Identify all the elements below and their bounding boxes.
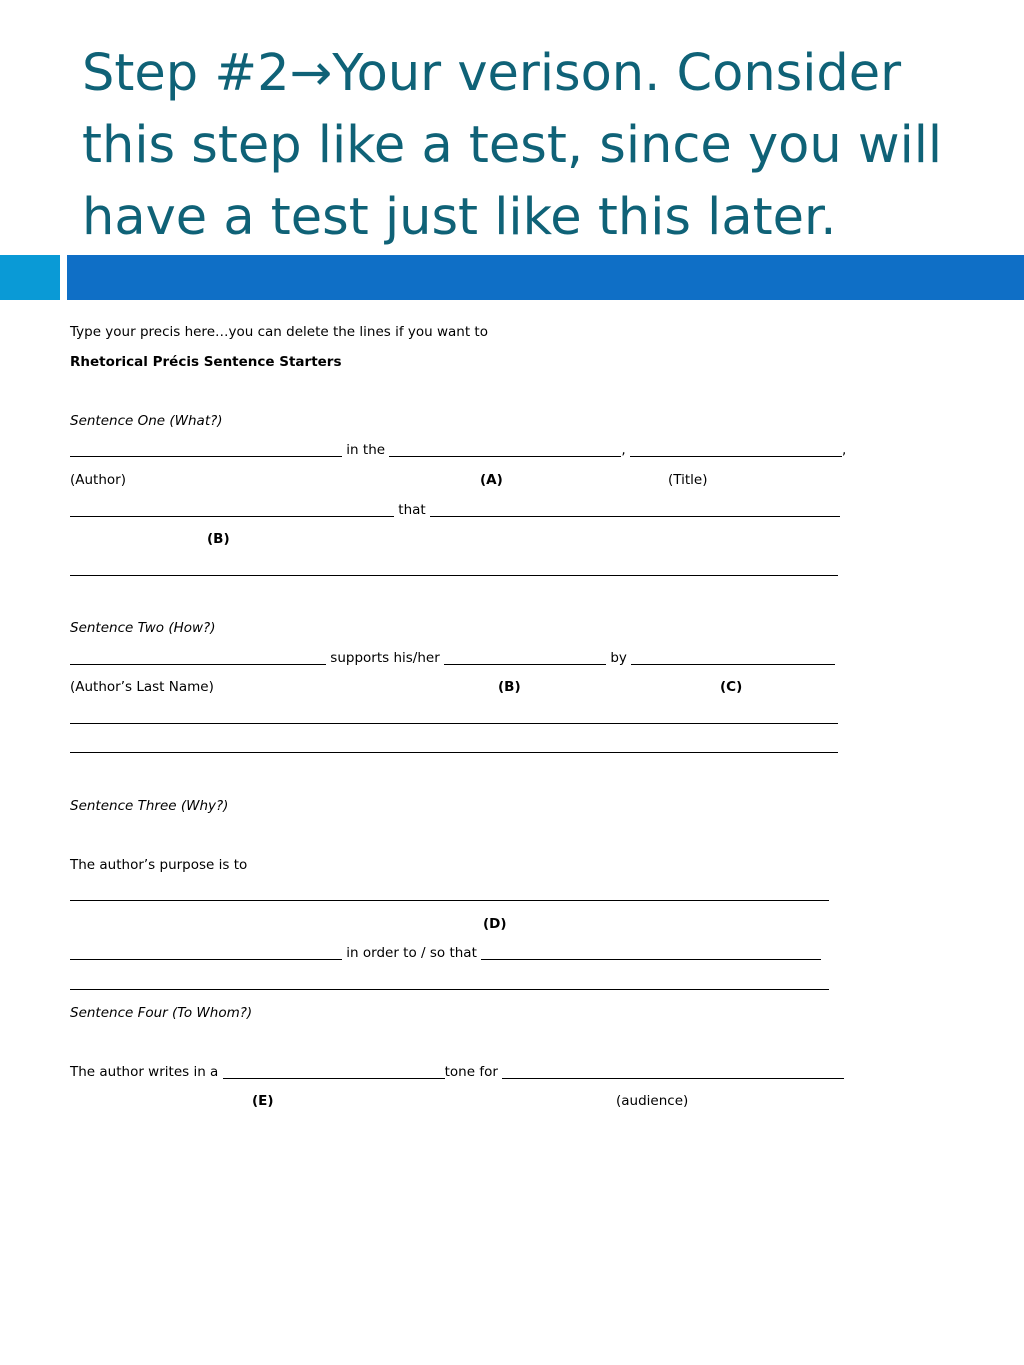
tone-blank[interactable]	[223, 1064, 445, 1079]
sentence-one-line3	[70, 555, 870, 585]
comma: ,	[621, 442, 626, 459]
sentence-one-label: Sentence One (What?)	[70, 412, 223, 429]
arrow-right-icon: →	[289, 44, 333, 103]
sentence-three-line3	[70, 969, 870, 999]
in-order-text: in order to / so that	[346, 945, 477, 962]
accent-bar	[67, 255, 1024, 300]
verb-blank[interactable]	[70, 502, 394, 517]
sentence-three-label-row	[70, 792, 870, 822]
supports-text: supports his/her	[330, 649, 440, 666]
c-label: (C)	[720, 679, 743, 696]
purpose-row	[70, 851, 870, 881]
author-last-blank[interactable]	[70, 650, 326, 665]
accent-bar-left	[0, 255, 60, 300]
heading-row	[70, 348, 870, 378]
writes-text: The author writes in a	[70, 1063, 219, 1080]
intro-row	[70, 318, 870, 348]
by-text: by	[610, 649, 627, 666]
sentence-two-line3	[70, 732, 870, 762]
method-continued-blank-2[interactable]	[70, 738, 838, 753]
purpose-text: The author’s purpose is to	[70, 856, 248, 873]
sentence-one-labels1	[70, 466, 870, 496]
sentence-two-labels	[70, 673, 870, 703]
title-text: Your verison. Consider this step like a test, since you will have a test just like this later.	[82, 44, 943, 247]
sentence-two-label: Sentence Two (How?)	[70, 619, 216, 636]
sentence-three-line2	[70, 939, 870, 969]
slide-title	[82, 38, 1002, 254]
title-step: Step #2	[82, 44, 290, 103]
in-the-text: in the	[346, 442, 386, 459]
effect-continued-blank[interactable]	[70, 975, 829, 990]
sentence-two-line1	[70, 644, 870, 674]
sentence-two-line2	[70, 703, 870, 733]
author-label: (Author)	[70, 471, 126, 488]
comma: ,	[841, 442, 847, 459]
genre-blank[interactable]	[389, 442, 621, 457]
intro-text: Type your precis here…you can delete the lines if you want to	[70, 324, 488, 340]
sentence-one-line1	[70, 436, 870, 466]
sentence-one-label-row	[70, 407, 870, 437]
claim-blank[interactable]	[430, 502, 840, 517]
sentence-four-label: Sentence Four (To Whom?)	[70, 1004, 253, 1021]
title-blank[interactable]	[630, 442, 842, 457]
effect-blank[interactable]	[481, 945, 821, 960]
precis-form[interactable]	[70, 318, 870, 1117]
d-label: (D)	[483, 915, 507, 932]
sentence-four-line1	[70, 1058, 870, 1088]
claim-blank-2[interactable]	[444, 650, 606, 665]
form-heading: Rhetorical Précis Sentence Starters	[70, 353, 342, 370]
purpose-blank-2[interactable]	[70, 945, 342, 960]
a-label: (A)	[480, 471, 503, 488]
sentence-three-label: Sentence Three (Why?)	[70, 797, 229, 814]
author-last-label: (Author’s Last Name)	[70, 679, 214, 696]
method-blank[interactable]	[631, 650, 835, 665]
claim-continued-blank[interactable]	[70, 561, 838, 576]
audience-blank[interactable]	[502, 1064, 844, 1079]
sentence-one-line2	[70, 496, 870, 526]
tone-for-text: tone for	[444, 1063, 498, 1080]
sentence-three-labels	[70, 910, 870, 940]
sentence-two-label-row	[70, 614, 870, 644]
purpose-blank[interactable]	[70, 886, 829, 901]
that-text: that	[398, 501, 426, 518]
author-blank[interactable]	[70, 442, 342, 457]
sentence-three-line1	[70, 880, 870, 910]
method-continued-blank[interactable]	[70, 709, 838, 724]
sentence-four-label-row	[70, 999, 870, 1029]
sentence-one-labels2	[70, 525, 870, 555]
audience-label: (audience)	[616, 1093, 689, 1110]
sentence-four-labels	[70, 1087, 870, 1117]
b-label-2: (B)	[498, 679, 521, 696]
title-label: (Title)	[668, 471, 708, 488]
b-label: (B)	[207, 531, 230, 548]
e-label: (E)	[252, 1093, 274, 1110]
